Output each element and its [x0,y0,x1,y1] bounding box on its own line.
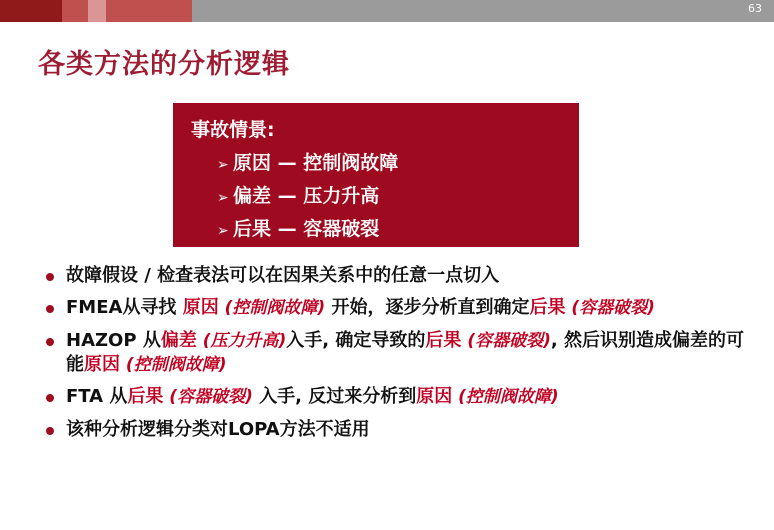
bullet-text: FTA [66,386,104,408]
bullet-text: 原因 [182,297,219,319]
bullet-text: (控制阀故障) [218,298,326,319]
list-item [40,329,746,377]
scenario-callout-box [173,103,579,247]
bullet-text: 后果 [529,297,566,319]
bullet-text: 入手, 反过来分析到 [252,386,417,408]
bullet-text: , 然后识别造成偏差的可能 [66,329,744,375]
header-accent-dark-red [0,0,62,22]
list-item [40,264,746,287]
bullet-text: 入手, 确定导致的 [286,329,426,351]
header-accent-red [62,0,88,22]
callout-item-label: 后果 — 容器破裂 [233,218,380,240]
bullet-text: (压力升高) [196,330,287,351]
bullet-text: 后果 [127,386,164,408]
slide-header-bar [0,0,774,22]
page-number: 63 [748,2,762,15]
callout-item [217,214,561,241]
bullet-text: 方法不适用 [279,419,370,441]
list-item [40,418,746,441]
list-item [40,296,746,320]
bullet-text: (容器破裂) [461,330,551,351]
callout-title: 事故情景: [191,119,275,141]
bullet-text: 从寻找 [122,297,183,319]
bullet-text: HAZOP [66,329,137,351]
arrow-icon: ➢ [217,190,229,206]
arrow-icon: ➢ [217,157,229,173]
bullet-text: (控制阀故障) [120,354,227,375]
arrow-icon: ➢ [217,223,229,239]
bullet-text: (容器破裂) [565,298,655,319]
page-title: 各类方法的分析逻辑 [38,49,290,80]
callout-item [217,181,561,208]
bullet-text: 原因 [84,353,120,375]
bullet-text: 从 [136,329,161,351]
list-item [40,385,746,409]
bullet-list [40,264,746,450]
callout-item-label: 偏差 — 压力升高 [233,185,380,207]
bullet-text: 故障假设 / 检查表法可以在因果关系中的任意一点切入 [66,265,500,286]
bullet-text: 偏差 [160,329,197,351]
bullet-text: (控制阀故障) [452,387,559,408]
bullet-text: 开始，逐步分析直到确定 [325,297,530,319]
bullet-text: LOPA [228,419,280,441]
callout-item [217,148,561,175]
callout-item-label: 原因 — 控制阀故障 [233,152,399,174]
bullet-text: 从 [103,386,128,408]
bullet-text: 后果 [425,329,462,351]
bullet-text: 原因 [416,386,453,408]
bullet-text: 该种分析逻辑分类对 [66,419,228,441]
header-accent-red-2 [106,0,192,22]
bullet-text: FMEA [66,297,123,319]
bullet-text: (容器破裂) [163,387,253,408]
header-accent-pink [88,0,106,22]
